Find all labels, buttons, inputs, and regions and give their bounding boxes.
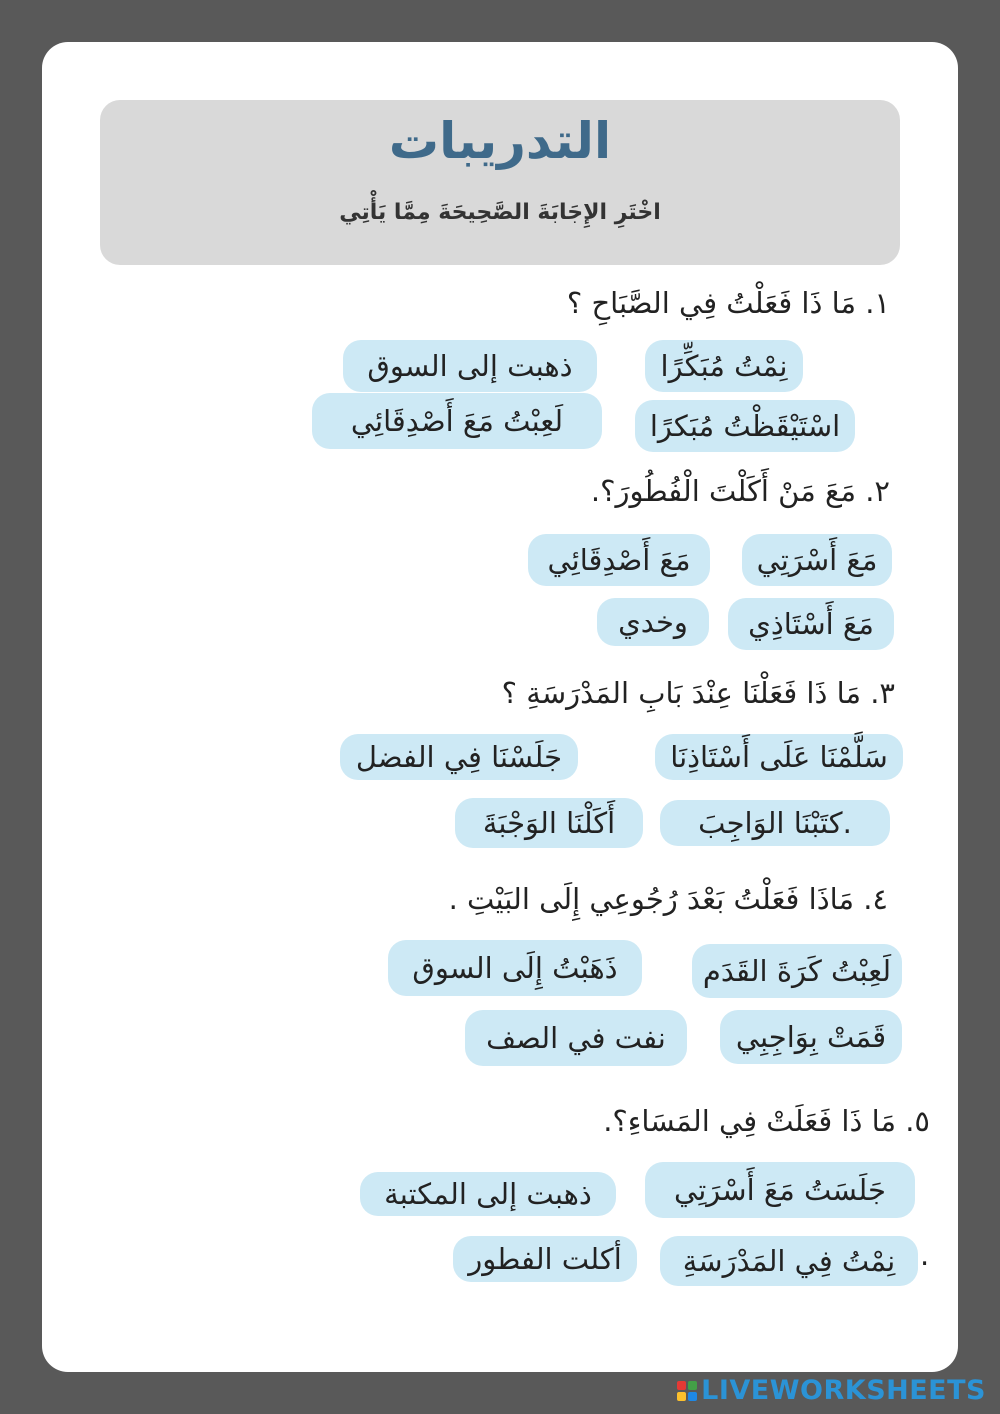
q3-option-2[interactable]: جَلَسْنَا فِي الفضل [340, 734, 578, 780]
q4-option-4[interactable]: نفت في الصف [465, 1010, 687, 1066]
instructions: اخْتَرِ الإِجَابَةَ الصَّحِيحَةَ مِمَّا يَأْتِي [339, 200, 661, 225]
question-4: ٤. مَاذَا فَعَلْتُ بَعْدَ رُجُوعِي إِلَى البَيْتِ . [448, 882, 888, 916]
question-5: ٥. مَا ذَا فَعَلَتْ فِي المَسَاءِ؟. [603, 1104, 930, 1138]
q4-option-2[interactable]: ذَهَبْتُ إِلَى السوق [388, 940, 642, 996]
q3-option-4[interactable]: أَكَلْنَا الوَجْبَةَ [455, 798, 643, 848]
q2-option-2[interactable]: مَعَ أَصْدِقَائِي [528, 534, 710, 586]
q1-option-1[interactable]: نِمْتُ مُبَكِّرًا [645, 340, 803, 392]
q1-option-4[interactable]: لَعِبْتُ مَعَ أَصْدِقَائِي [312, 393, 602, 449]
brand-logo [677, 1375, 986, 1406]
logo-squares-icon [677, 1381, 697, 1401]
q5-option-2[interactable]: ذهبت إلى المكتبة [360, 1172, 616, 1216]
trailing-dot: . [920, 1238, 930, 1272]
page-title: التدريبات [388, 112, 612, 170]
question-2: ٢. مَعَ مَنْ أَكَلْتَ الْفُطُورَ؟. [590, 474, 890, 508]
q2-option-4[interactable]: وخدي [597, 598, 709, 646]
q2-option-1[interactable]: مَعَ أَسْرَتِي [742, 534, 892, 586]
brand-name: LIVEWORKSHEETS [701, 1375, 986, 1406]
q5-option-3[interactable]: نِمْتُ فِي المَدْرَسَةِ [660, 1236, 918, 1286]
q1-option-3[interactable]: اسْتَيْقَظْتُ مُبَكرًا [635, 400, 855, 452]
q1-option-2[interactable]: ذهبت إلى السوق [343, 340, 597, 392]
q4-option-1[interactable]: لَعِبْتُ كَرَةَ القَدَم [692, 944, 902, 998]
question-3: ٣. مَا ذَا فَعَلْنَا عِنْدَ بَابِ المَدْرَسَةِ ؟ [501, 676, 895, 710]
q5-option-4[interactable]: أكلت الفطور [453, 1236, 637, 1282]
q4-option-3[interactable]: قَمَتْ بِوَاجِبِي [720, 1010, 902, 1064]
question-1: ١. مَا ذَا فَعَلْتُ فِي الصَّبَاحِ ؟ [566, 286, 890, 320]
q5-option-1[interactable]: جَلَسَتُ مَعَ أَسْرَتِي [645, 1162, 915, 1218]
q3-option-1[interactable]: سَلَّمْنَا عَلَى أَسْتَاذِنَا [655, 734, 903, 780]
q3-option-3[interactable]: .كتَبْنَا الوَاجِبَ [660, 800, 890, 846]
q2-option-3[interactable]: مَعَ أَسْتَاذِي [728, 598, 894, 650]
